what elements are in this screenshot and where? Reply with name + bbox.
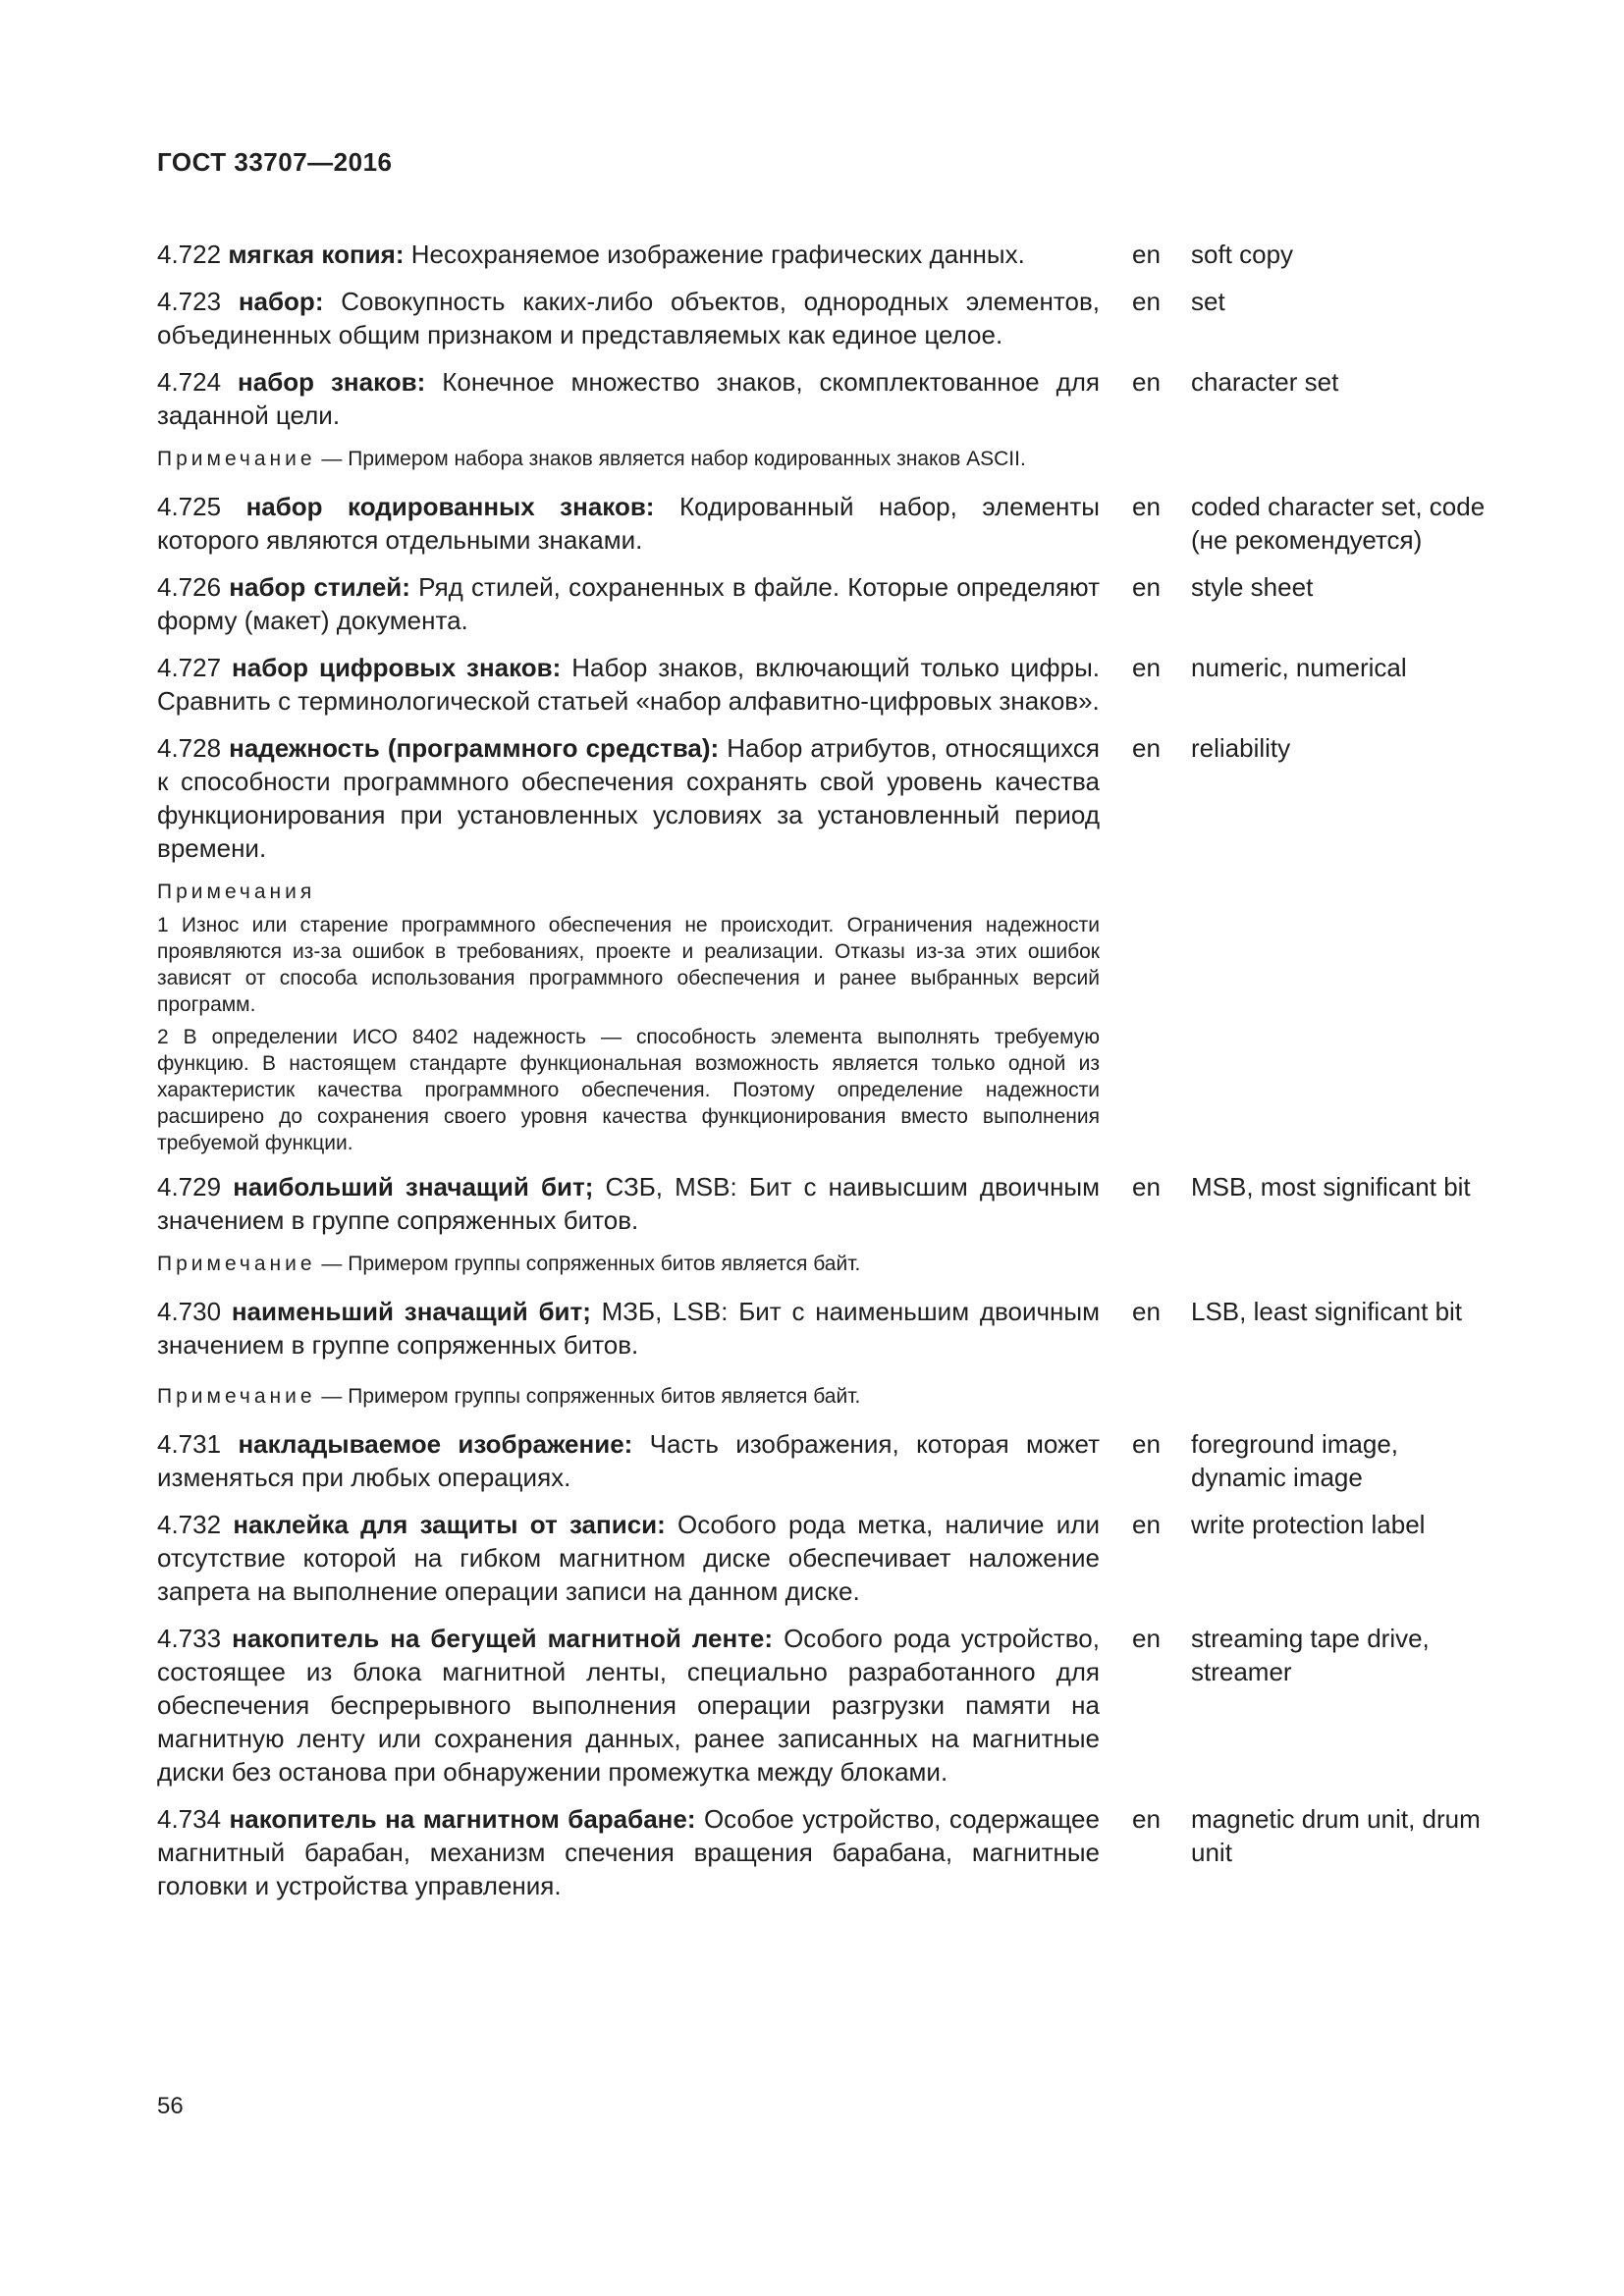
english-equivalent: style sheet <box>1191 572 1314 602</box>
definition-text: Конечное множество знаков, скомплектованное для заданной цели. <box>157 367 1100 430</box>
term-entry <box>157 365 1492 432</box>
term-entry <box>157 731 1492 865</box>
language-code: en <box>1132 1804 1161 1834</box>
term-name: наименьший значащий бит; <box>231 1297 591 1326</box>
language-code: en <box>1132 1624 1161 1653</box>
term-note <box>157 446 1492 472</box>
term-definition <box>157 490 1100 557</box>
term-name: накопитель на бегущей магнитной ленте: <box>232 1624 774 1653</box>
english-equivalent: soft copy <box>1191 240 1294 269</box>
term-number: 4.723 <box>157 287 222 316</box>
term-number: 4.728 <box>157 733 222 763</box>
language-code: en <box>1132 1510 1161 1539</box>
term-colon: : <box>730 1172 737 1201</box>
term-name: накладываемое изображение: <box>238 1429 633 1459</box>
term-definition <box>157 1802 1100 1902</box>
term-entry <box>157 490 1492 557</box>
term-name: наклейка для защиты от записи: <box>233 1510 666 1539</box>
term-name: мягкая копия: <box>228 240 405 269</box>
note-item: 2 В определении ИСО 8402 надежность — способность элемента выполнять требуемую функцию. В настоящем стандарте функциональная возможность является только одной из характеристик качества программного обеспечения. Поэтому определение надежности расширено до сохранения своего уровня качества функционирования вместо выполнения требуемой функции. <box>157 1026 1100 1154</box>
note-text <box>157 1383 1100 1410</box>
term-entry <box>157 1427 1492 1494</box>
term-definition <box>157 1622 1100 1789</box>
language-code: en <box>1132 492 1161 521</box>
term-name: надежность (программного средства): <box>229 733 720 763</box>
note-body: — Примером набора знаков является набор кодированных знаков ASCII. <box>315 448 1026 470</box>
language-code: en <box>1132 287 1161 316</box>
definition-text: Часть изображения, которая может изменяться при любых операциях. <box>157 1429 1100 1492</box>
term-note <box>157 1383 1492 1410</box>
term-definition <box>157 1170 1100 1237</box>
language-code: en <box>1132 240 1161 269</box>
language-code: en <box>1132 653 1161 682</box>
term-abbreviation: МЗБ, LSB <box>590 1297 722 1326</box>
definition-text: Бит с наименьшим двоичным значением в группе сопряженных битов. <box>157 1297 1100 1360</box>
definition-text: Ряд стилей, сохраненных в файле. Которые определяют форму (макет) документа. <box>157 572 1100 635</box>
term-entry <box>157 651 1492 718</box>
note-item: 1 Износ или старение программного обеспечения не происходит. Ограничения надежности проявляются из-за ошибок в требованиях, проекте и реализации. Отказы из-за этих ошибок зависят от способа использования программного обеспечения и ранее выбранных версий программ. <box>157 914 1100 1016</box>
note-text <box>157 446 1100 472</box>
term-number: 4.724 <box>157 367 222 397</box>
term-colon: : <box>721 1297 729 1326</box>
term-name: набор стилей: <box>229 572 410 602</box>
term-entry <box>157 570 1492 637</box>
english-equivalent: character set <box>1191 367 1339 397</box>
definition-text: Набор знаков, включающий только цифры. Сравнить с терминологической статьей «набор алфавитно-цифровых знаков». <box>157 653 1101 716</box>
language-code: en <box>1132 572 1161 602</box>
english-equivalent: numeric, numerical <box>1191 653 1407 682</box>
note-label: Примечание <box>157 448 316 470</box>
document-header: ГОСТ 33707—2016 <box>157 147 393 177</box>
language-code: en <box>1132 733 1161 763</box>
term-abbreviation: СЗБ, MSB <box>593 1172 731 1201</box>
english-equivalent: MSB, most significant bit <box>1191 1172 1471 1201</box>
term-number: 4.726 <box>157 572 222 602</box>
term-notes <box>157 879 1492 1156</box>
english-equivalent: streaming tape drive, streamer <box>1191 1624 1430 1686</box>
english-equivalent: set <box>1191 287 1225 316</box>
definition-text: Набор атрибутов, относящихся к способности программного обеспечения сохранять свой уровень качества функционирования при установленных условиях за установленный период времени. <box>157 733 1100 863</box>
term-number: 4.734 <box>157 1804 222 1834</box>
term-number: 4.733 <box>157 1624 222 1653</box>
note-label: Примечание <box>157 1253 316 1275</box>
english-equivalent: magnetic drum unit, drum unit <box>1191 1804 1481 1867</box>
english-equivalent: foreground image, dynamic image <box>1191 1429 1399 1492</box>
term-definition <box>157 1295 1100 1362</box>
term-entry <box>157 285 1492 351</box>
note-body: — Примером группы сопряженных битов является байт. <box>315 1385 861 1408</box>
definition-text: Особого рода метка, наличие или отсутствие которой на гибком магнитном диске обеспечивает наложение запрета на выполнение операции записи на данном диске. <box>157 1510 1100 1606</box>
term-name: наибольший значащий бит; <box>233 1172 594 1201</box>
definition-text: Несохраняемое изображение графических данных. <box>404 240 1025 269</box>
terms-list <box>157 238 1492 1916</box>
language-code: en <box>1132 1172 1161 1201</box>
term-name: набор цифровых знаков: <box>232 653 562 682</box>
term-definition <box>157 365 1100 432</box>
english-equivalent: coded character set, code (не рекомендуется) <box>1191 492 1486 555</box>
term-number: 4.725 <box>157 492 222 521</box>
note-body: — Примером группы сопряженных битов является байт. <box>315 1253 861 1275</box>
term-entry <box>157 1170 1492 1237</box>
term-number: 4.731 <box>157 1429 222 1459</box>
note-text <box>157 1251 1100 1277</box>
english-equivalent: LSB, least significant bit <box>1191 1297 1463 1326</box>
term-entry <box>157 238 1492 271</box>
term-entry <box>157 1295 1492 1362</box>
term-number: 4.722 <box>157 240 222 269</box>
term-number: 4.730 <box>157 1297 222 1326</box>
term-definition <box>157 238 1100 271</box>
term-note <box>157 1251 1492 1277</box>
term-definition <box>157 570 1100 637</box>
definition-text: Особое устройство, содержащее магнитный барабан, механизм спечения вращения барабана, магнитные головки и устройства управления. <box>157 1804 1100 1900</box>
definition-text: Особого рода устройство, состоящее из блока магнитной ленты, специально разработанного для обеспечения беспрерывного выполнения операции разгрузки памяти на магнитную ленту или сохранения данных, ранее записанных на магнитные диски без останова при обнаружении промежутка между блоками. <box>157 1624 1100 1787</box>
page-number: 56 <box>157 2093 184 2119</box>
term-definition <box>157 651 1100 718</box>
notes-heading: Примечания <box>157 881 316 903</box>
definition-text: Бит с наивысшим двоичным значением в группе сопряженных битов. <box>157 1172 1100 1235</box>
term-definition <box>157 1508 1100 1608</box>
term-definition <box>157 285 1100 351</box>
term-name: набор: <box>238 287 324 316</box>
english-equivalent: write protection label <box>1191 1510 1426 1539</box>
term-entry <box>157 1622 1492 1789</box>
term-definition <box>157 1427 1100 1494</box>
definition-text: Совокупность каких-либо объектов, однородных элементов, объединенных общим признаком и представляемых как единое целое. <box>157 287 1100 349</box>
definition-text: Кодированный набор, элементы которого являются отдельными знаками. <box>157 492 1100 555</box>
language-code: en <box>1132 1429 1161 1459</box>
term-name: накопитель на магнитном барабане: <box>229 1804 696 1834</box>
term-entry <box>157 1802 1492 1902</box>
term-entry <box>157 1508 1492 1608</box>
term-definition <box>157 731 1100 865</box>
language-code: en <box>1132 367 1161 397</box>
term-number: 4.727 <box>157 653 222 682</box>
term-name: набор кодированных знаков: <box>245 492 655 521</box>
language-code: en <box>1132 1297 1161 1326</box>
term-number: 4.729 <box>157 1172 222 1201</box>
term-number: 4.732 <box>157 1510 222 1539</box>
note-label: Примечание <box>157 1385 316 1408</box>
english-equivalent: reliability <box>1191 733 1291 763</box>
term-name: набор знаков: <box>238 367 426 397</box>
